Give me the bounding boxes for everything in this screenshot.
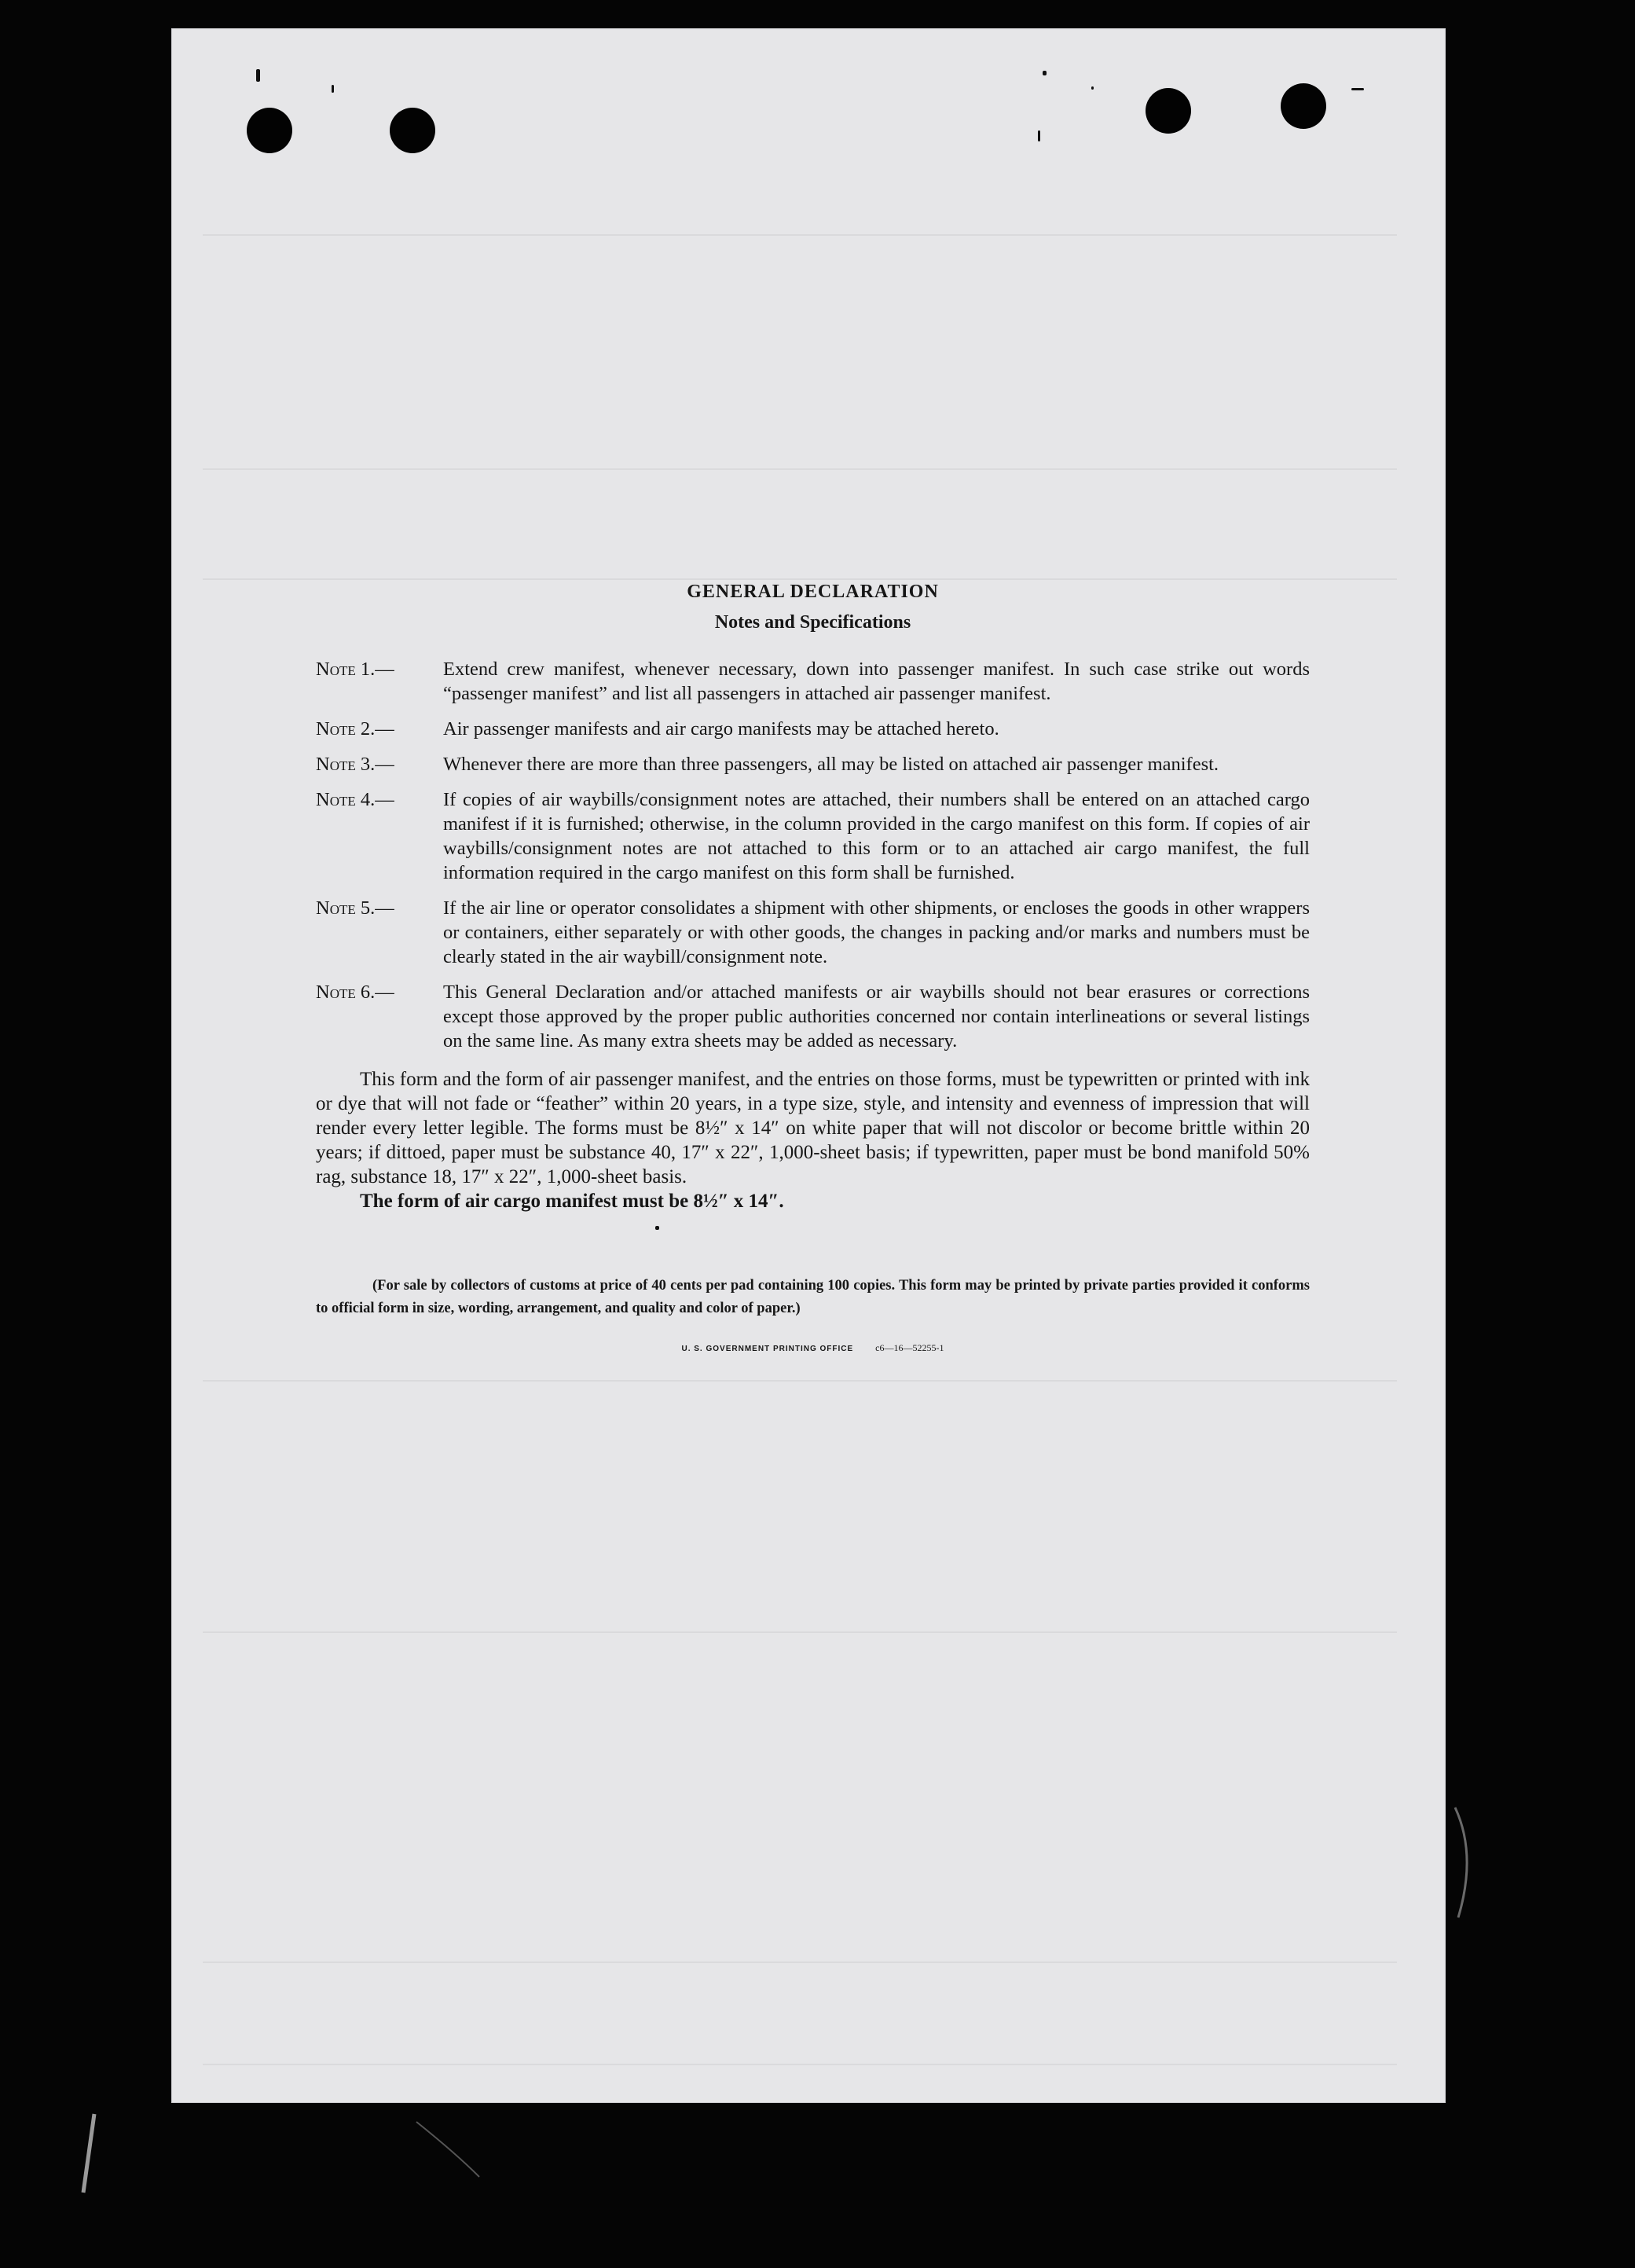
- artifact-stroke: [83, 2114, 94, 2193]
- notes-and-specifications: [316, 582, 1310, 1354]
- show-through-line: [203, 1962, 1397, 1963]
- note-1: [316, 657, 1310, 706]
- note-3: [316, 752, 1310, 776]
- show-through-line: [203, 1380, 1397, 1382]
- punch-hole: [1146, 88, 1191, 134]
- note-text: If copies of air waybills/consignment notes are attached, their numbers shall be entered on an attached cargo manifest if it is furnished; otherwise, in the column provided in the cargo manifest on this form. If copies of air waybills/consignment notes are not attached to this form or to an attached air cargo manifest, the full information required in the cargo manifest on this form shall be furnished.: [443, 789, 1310, 883]
- show-through-line: [203, 2064, 1397, 2065]
- artifact-stroke: [416, 2122, 479, 2177]
- note-label: Note 3.—: [316, 754, 394, 775]
- note-label: Note 5.—: [316, 897, 394, 919]
- speck: [1043, 71, 1047, 75]
- page-subtitle: Notes and Specifications: [714, 612, 911, 633]
- note-label: Note 2.—: [316, 718, 394, 739]
- note-text: Whenever there are more than three passengers, all may be listed on attached air passenger manifest.: [443, 754, 1219, 775]
- speck: [1091, 86, 1094, 90]
- note-2: [316, 717, 1310, 741]
- show-through-line: [203, 1631, 1397, 1633]
- speck: [256, 69, 260, 82]
- note-text: Air passenger manifests and air cargo manifests may be attached hereto.: [443, 718, 999, 739]
- page-title: GENERAL DECLARATION: [687, 582, 939, 602]
- note-label: Note 6.—: [316, 982, 394, 1003]
- speck: [332, 85, 334, 93]
- cargo-manifest-size: The form of air cargo manifest must be 8½″ x 14″.: [360, 1191, 784, 1212]
- document-page: [171, 28, 1446, 2103]
- show-through-line: [203, 578, 1397, 580]
- note-label: Note 1.—: [316, 659, 394, 680]
- speck: [1351, 88, 1364, 90]
- artifact-stroke: [1455, 1807, 1467, 1918]
- sale-notice: (For sale by collectors of customs at price of 40 cents per pad containing 100 copies. This form may be printed by private parties provided it conforms to official form in size, wording, arrangement, and quality and color of paper.): [316, 1278, 1310, 1316]
- show-through-line: [203, 468, 1397, 470]
- note-6: [316, 980, 1310, 1053]
- punch-hole: [247, 108, 292, 153]
- note-text: This General Declaration and/or attached manifests or air waybills should not bear erasures or corrections except those approved by the proper public authorities concerned nor contain interlineations or several listings on the same line. As many extra sheets may be added as necessary.: [443, 982, 1310, 1051]
- show-through-line: [203, 234, 1397, 236]
- punch-hole: [1281, 83, 1326, 129]
- printer-imprint: [316, 1342, 1310, 1354]
- note-text: If the air line or operator consolidates a shipment with other shipments, or encloses the goods in other wrappers or containers, either separately or with other goods, the changes in packing and/or marks and numbers must be clearly stated in the air waybill/consignment note.: [443, 897, 1310, 967]
- note-text: Extend crew manifest, whenever necessary, down into passenger manifest. In such case strike out words “passenger manifest” and list all passengers in attached air passenger manifest.: [443, 659, 1310, 704]
- printer-name: U. S. GOVERNMENT PRINTING OFFICE: [681, 1345, 854, 1353]
- speck: [1038, 130, 1040, 141]
- punch-hole: [390, 108, 435, 153]
- printer-code: c6—16—52255-1: [875, 1342, 944, 1353]
- form-requirements-paragraph: This form and the form of air passenger manifest, and the entries on those forms, must be typewritten or printed with ink or dye that will not fade or “feather” within 20 years, in a type size, style, and intensity and evenness of impression that will render every letter legible. The forms must be 8½″ x 14″ on white paper that will not discolor or become brittle within 20 years; if dittoed, paper must be substance 40, 17″ x 22″, 1,000-sheet basis; if typewritten, paper must be bond manifold 50% rag, substance 18, 17″ x 22″, 1,000-sheet basis.: [316, 1069, 1310, 1187]
- note-label: Note 4.—: [316, 789, 394, 810]
- note-4: [316, 787, 1310, 885]
- note-5: [316, 896, 1310, 969]
